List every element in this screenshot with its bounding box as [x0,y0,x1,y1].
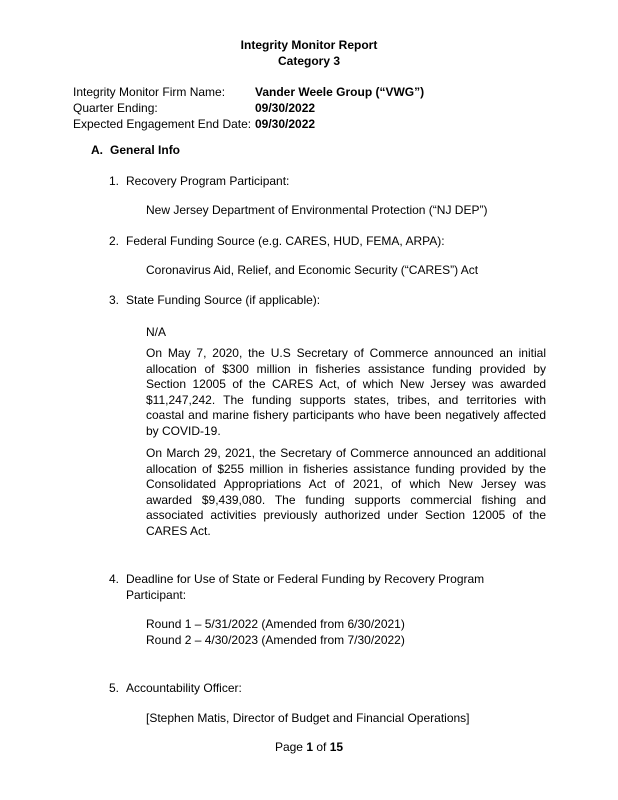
state-funding-paragraph-2: On March 29, 2021, the Secretary of Commerce announced an additional allocation of $255 million in fisheries assistance funding provided by the Consolidated Appropriations Act of 2021, of which New Jersey was awarded $9,439,080. The funding supports commercial fishing and associated activities previously authorized under Section 12005 of the CARES Act. [146,446,546,538]
page-footer [0,739,618,755]
total-pages: 15 [329,740,344,754]
page-word: Page [274,740,303,754]
firm-name-value: Vander Weele Group (“VWG”) [255,85,425,99]
report-category: Category 3 [277,54,341,68]
accountability-officer-answer: [Stephen Matis, Director of Budget and Financial Operations] [146,711,470,725]
of-word: of [316,740,327,754]
section-title: General Info [110,143,181,157]
item-label: Recovery Program Participant: [126,174,290,188]
item-number: 5. [109,681,120,695]
list-item-state-funding [109,292,549,308]
engagement-end-label: Expected Engagement End Date: [73,117,252,131]
list-item-participant [109,173,549,189]
firm-name-label: Integrity Monitor Firm Name: [73,85,226,99]
item-number: 2. [109,234,120,248]
meta-row-firm [73,84,424,100]
list-item-accountability-officer [109,680,549,696]
list-item-deadline [109,571,549,603]
meta-row-quarter [73,100,424,116]
federal-funding-answer: Coronavirus Aid, Relief, and Economic Security (“CARES”) Act [146,263,479,277]
section-letter: A. [91,143,103,157]
report-meta [73,84,424,132]
item-label: Accountability Officer: [126,681,242,695]
item-label: Deadline for Use of State or Federal Funding by Recovery Program Participant: [126,572,485,602]
page-number: 1 [306,740,313,754]
list-item-federal-funding [109,233,549,249]
state-funding-answer: N/A [146,325,167,339]
deadline-round-2: Round 2 – 4/30/2023 (Amended from 7/30/2022) [146,633,405,647]
quarter-ending-value: 09/30/2022 [255,101,316,115]
quarter-ending-label: Quarter Ending: [73,101,158,115]
report-title: Integrity Monitor Report [240,38,378,52]
meta-row-end-date [73,116,424,132]
section-heading-general-info [91,142,180,158]
item-number: 1. [109,174,120,188]
deadline-round-1: Round 1 – 5/31/2022 (Amended from 6/30/2021) [146,617,405,631]
item-label: State Funding Source (if applicable): [126,293,321,307]
item-number: 3. [109,293,120,307]
item-label: Federal Funding Source (e.g. CARES, HUD, FEMA, ARPA): [126,234,445,248]
item-number: 4. [109,572,120,586]
engagement-end-value: 09/30/2022 [255,117,316,131]
state-funding-paragraph-1: On May 7, 2020, the U.S Secretary of Commerce announced an initial allocation of $300 million in fisheries assistance funding provided by Section 12005 of the CARES Act, of which New Jersey was awarded $11,247,242. The funding supports states, tribes, and territories with coastal and marine fishery participants who have been negatively affected by COVID-19. [146,346,546,438]
participant-answer: New Jersey Department of Environmental Protection (“NJ DEP”) [146,203,488,217]
